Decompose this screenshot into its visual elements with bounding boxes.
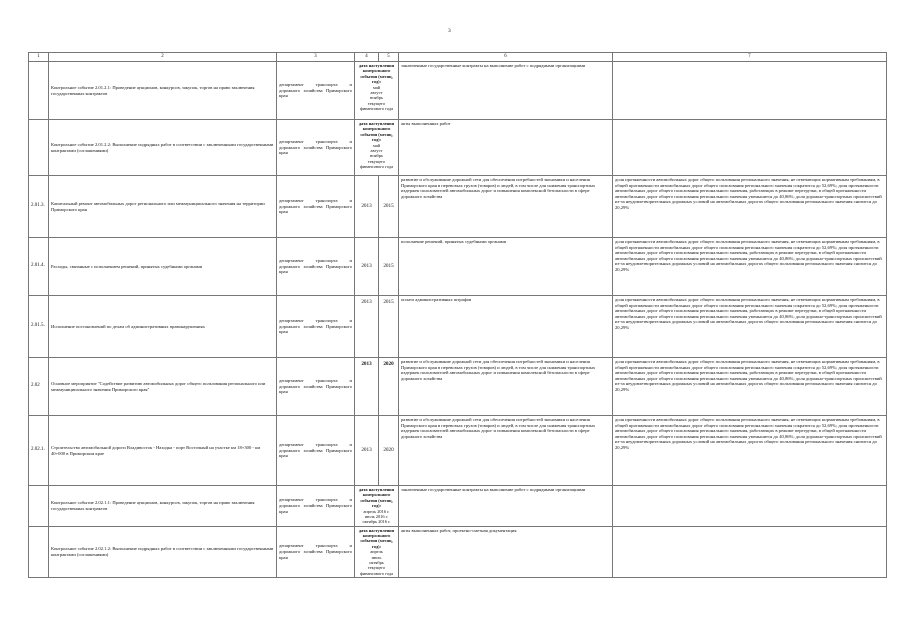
header-col-5: 5	[379, 53, 399, 62]
end-year: 2015	[379, 176, 399, 238]
start-year: 2013	[355, 238, 379, 296]
target-indicator: доля протяженности автомобильных дорог общего пользования регионального значения, не отвечающих нормативным требованиям, в общей протяженности автомобильных дорог общего пользования регионального значения сократится до 52,69%; доля протяженности автомобильных дорог общего пользования регионального значения, работающих в режиме перегрузки, в общей протяженности автомобильных дорог общего пользования регионального значения уменьшится до 40,86%; доля дорожно-транспортных происшествий из-за неудовлетворительных дорожных условий на автомобильных дорогах общего пользования регионального значения снизится до 20,29%	[613, 176, 887, 238]
event-month: ноябрь	[370, 95, 383, 101]
row-title: Контрольное событие 2.01.2.1: Проведение аукционов, конкурсов, закупок, торгов на право заключения государственных контрактов	[49, 62, 277, 120]
header-col-6: 6	[399, 53, 613, 62]
event-month: май	[372, 142, 381, 148]
event-month: август	[370, 89, 383, 95]
end-year: 2015	[379, 238, 399, 296]
target-indicator	[613, 120, 887, 176]
row-title: Контрольное событие 2.01.2.2: Выполнение подрядных работ в соответствии с заключенными государственными контрактами (соглашениями)	[49, 120, 277, 176]
row-number	[29, 120, 49, 176]
expected-result: развитие и обслуживание дорожной сети для обеспечения потребностей экономики и населения Приморского края в перевозках грузов (товаров) и людей, в том числе для снижения транспортных издержек пользователей автомобильных дорог и повышения комплексной безопасности в сфере дорожного хозяйства	[399, 176, 613, 238]
table-row	[29, 176, 887, 238]
responsible-executor: департамент транспорта и дорожного хозяйства Приморского края	[277, 120, 355, 176]
target-indicator	[613, 526, 887, 577]
responsible-executor: департамент транспорта и дорожного хозяйства Приморского края	[277, 176, 355, 238]
expected-result: акты выполненных работ, проектно-сметная документация	[399, 526, 613, 577]
responsible-executor: департамент транспорта и дорожного хозяйства Приморского края	[277, 296, 355, 358]
event-month: август	[370, 147, 383, 153]
table-row	[29, 238, 887, 296]
table-row	[29, 526, 887, 577]
target-indicator: доля протяженности автомобильных дорог общего пользования регионального значения, не отвечающих нормативным требованиям, в общей протяженности автомобильных дорог общего пользования регионального значения сократится до 52,69%; доля протяженности автомобильных дорог общего пользования регионального значения, работающих в режиме перегрузки, в общей протяженности автомобильных дорог общего пользования регионального значения уменьшится до 40,86%; доля дорожно-транспортных происшествий из-за неудовлетворительных дорожных условий на автомобильных дорогах общего пользования регионального значения снизится до 20,29%	[613, 416, 887, 486]
row-number: 2.01.4.	[29, 238, 49, 296]
row-number	[29, 526, 49, 577]
row-title: Контрольное событие 2.02.1.2: Выполнение подрядных работ в соответствии с заключенными государственными контрактами (соглашениями)	[49, 526, 277, 577]
event-month: июль 2016 г.	[364, 513, 389, 519]
expected-result: развитие и обслуживание дорожной сети для обеспечения потребностей экономики и населения Приморского края в перевозках грузов (товаров) и людей, в том числе для снижения транспортных издержек пользователей автомобильных дорог и повышения комплексной безопасности в сфере дорожного хозяйства	[399, 358, 613, 416]
row-number	[29, 486, 49, 527]
row-title: Расходы, связанные с исполнением решений, принятых судебными органами	[49, 238, 277, 296]
expected-result: заключенные государственные контракты на выполнение работ с подрядными организациями	[399, 62, 613, 120]
event-month: текущего финансового года	[359, 158, 394, 169]
header-col-1: 1	[29, 53, 49, 62]
table-row	[29, 62, 887, 120]
row-title: Строительство автомобильной дороги Владивосток - Находка - порт Восточный на участке км 18+300 - км 40+000 в Приморском крае	[49, 416, 277, 486]
row-number	[29, 62, 49, 120]
start-year: 2013	[355, 358, 379, 416]
end-year: 2020	[379, 358, 399, 416]
start-year: 2013	[355, 416, 379, 486]
responsible-executor: департамент транспорта и дорожного хозяйства Приморского края	[277, 238, 355, 296]
row-number: 2.02	[29, 358, 49, 416]
row-title: Основное мероприятие "Содействие развитию автомобильных дорог общего пользования регионального или межмуниципального значения Приморского края"	[49, 358, 277, 416]
event-date-label: дата наступления контрольного события (месяц, год):	[358, 121, 395, 143]
expected-result: развитие и обслуживание дорожной сети для обеспечения потребностей экономики и населения Приморского края в перевозках грузов (товаров) и людей, в том числе для снижения транспортных издержек пользователей автомобильных дорог и повышения комплексной безопасности в сфере дорожного хозяйства	[399, 416, 613, 486]
page-number: 3	[448, 28, 451, 34]
responsible-executor: департамент транспорта и дорожного хозяйства Приморского края	[277, 416, 355, 486]
expected-result: исполнение решений, принятых судебными органами	[399, 238, 613, 296]
event-month: июль	[371, 554, 382, 560]
program-table	[28, 52, 887, 578]
event-date-label: дата наступления контрольного события (месяц, год):	[358, 63, 395, 85]
table-row	[29, 296, 887, 358]
row-title: Капитальный ремонт автомобильных дорог регионального или межмуниципального значения на территории Приморского края	[49, 176, 277, 238]
table-row	[29, 358, 887, 416]
header-col-2: 2	[49, 53, 277, 62]
row-number: 2.01.3.	[29, 176, 49, 238]
start-year: 2013	[355, 296, 379, 358]
target-indicator	[613, 486, 887, 527]
event-month: октябрь	[369, 559, 384, 565]
event-month: апрель 2016 г.	[363, 508, 390, 514]
event-month: текущего финансового года	[359, 565, 394, 576]
event-month: май	[372, 84, 381, 90]
event-month: ноябрь	[370, 153, 383, 159]
responsible-executor: департамент транспорта и дорожного хозяйства Приморского края	[277, 358, 355, 416]
row-title: Контрольное событие 2.02.1.1: Проведение аукционов, конкурсов, закупок, торгов на право заключения государственных контрактов	[49, 486, 277, 527]
target-indicator: доля протяженности автомобильных дорог общего пользования регионального значения, не отвечающих нормативным требованиям, в общей протяженности автомобильных дорог общего пользования регионального значения сократится до 52,69%; доля протяженности автомобильных дорог общего пользования регионального значения, работающих в режиме перегрузки, в общей протяженности автомобильных дорог общего пользования регионального значения уменьшится до 40,86%; доля дорожно-транспортных происшествий из-за неудовлетворительных дорожных условий на автомобильных дорогах общего пользования регионального значения снизится до 20,29%	[613, 238, 887, 296]
expected-result: акты выполненных работ	[399, 120, 613, 176]
header-col-4: 4	[355, 53, 379, 62]
end-year: 2015	[379, 296, 399, 358]
end-year: 2020	[379, 416, 399, 486]
event-date-label: дата наступления контрольного события (месяц, год):	[358, 487, 395, 509]
event-date-label: дата наступления контрольного события (месяц, год):	[358, 527, 395, 549]
event-date-cell	[355, 486, 399, 527]
expected-result: оплата административных штрафов	[399, 296, 613, 358]
table-row	[29, 416, 887, 486]
responsible-executor: департамент транспорта и дорожного хозяйства Приморского края	[277, 486, 355, 527]
target-indicator	[613, 62, 887, 120]
responsible-executor: департамент транспорта и дорожного хозяйства Приморского края	[277, 526, 355, 577]
event-date-cell	[355, 120, 399, 176]
row-number: 2.01.5.	[29, 296, 49, 358]
table-row	[29, 120, 887, 176]
row-number: 2.02.1.	[29, 416, 49, 486]
start-year: 2013	[355, 176, 379, 238]
row-title: Исполнение постановлений по делам об административных правонарушениях	[49, 296, 277, 358]
expected-result: заключенные государственные контракты на выполнение работ с подрядными организациями	[399, 486, 613, 527]
event-month: октябрь 2016 г.	[362, 519, 391, 525]
event-date-cell	[355, 526, 399, 577]
responsible-executor: департамент транспорта и дорожного хозяйства Приморского края	[277, 62, 355, 120]
header-row	[29, 53, 887, 62]
event-month: текущего финансового года	[359, 100, 394, 111]
table-row	[29, 486, 887, 527]
header-col-7: 7	[613, 53, 887, 62]
event-date-cell	[355, 62, 399, 120]
header-col-3: 3	[277, 53, 355, 62]
target-indicator: доля протяженности автомобильных дорог общего пользования регионального значения, не отвечающих нормативным требованиям, в общей протяженности автомобильных дорог общего пользования регионального значения сократится до 52,69%; доля протяженности автомобильных дорог общего пользования регионального значения, работающих в режиме перегрузки, в общей протяженности автомобильных дорог общего пользования регионального значения уменьшится до 40,86%; доля дорожно-транспортных происшествий из-за неудовлетворительных дорожных условий на автомобильных дорогах общего пользования регионального значения снизится до 20,29%	[613, 296, 887, 358]
event-month: апрель	[370, 549, 383, 555]
target-indicator: доля протяженности автомобильных дорог общего пользования регионального значения, не отвечающих нормативным требованиям, в общей протяженности автомобильных дорог общего пользования регионального значения сократится до 52,69%; доля протяженности автомобильных дорог общего пользования регионального значения, работающих в режиме перегрузки, в общей протяженности автомобильных дорог общего пользования регионального значения уменьшится до 40,86%; доля дорожно-транспортных происшествий из-за неудовлетворительных дорожных условий на автомобильных дорогах общего пользования регионального значения снизится до 20,29%	[613, 358, 887, 416]
